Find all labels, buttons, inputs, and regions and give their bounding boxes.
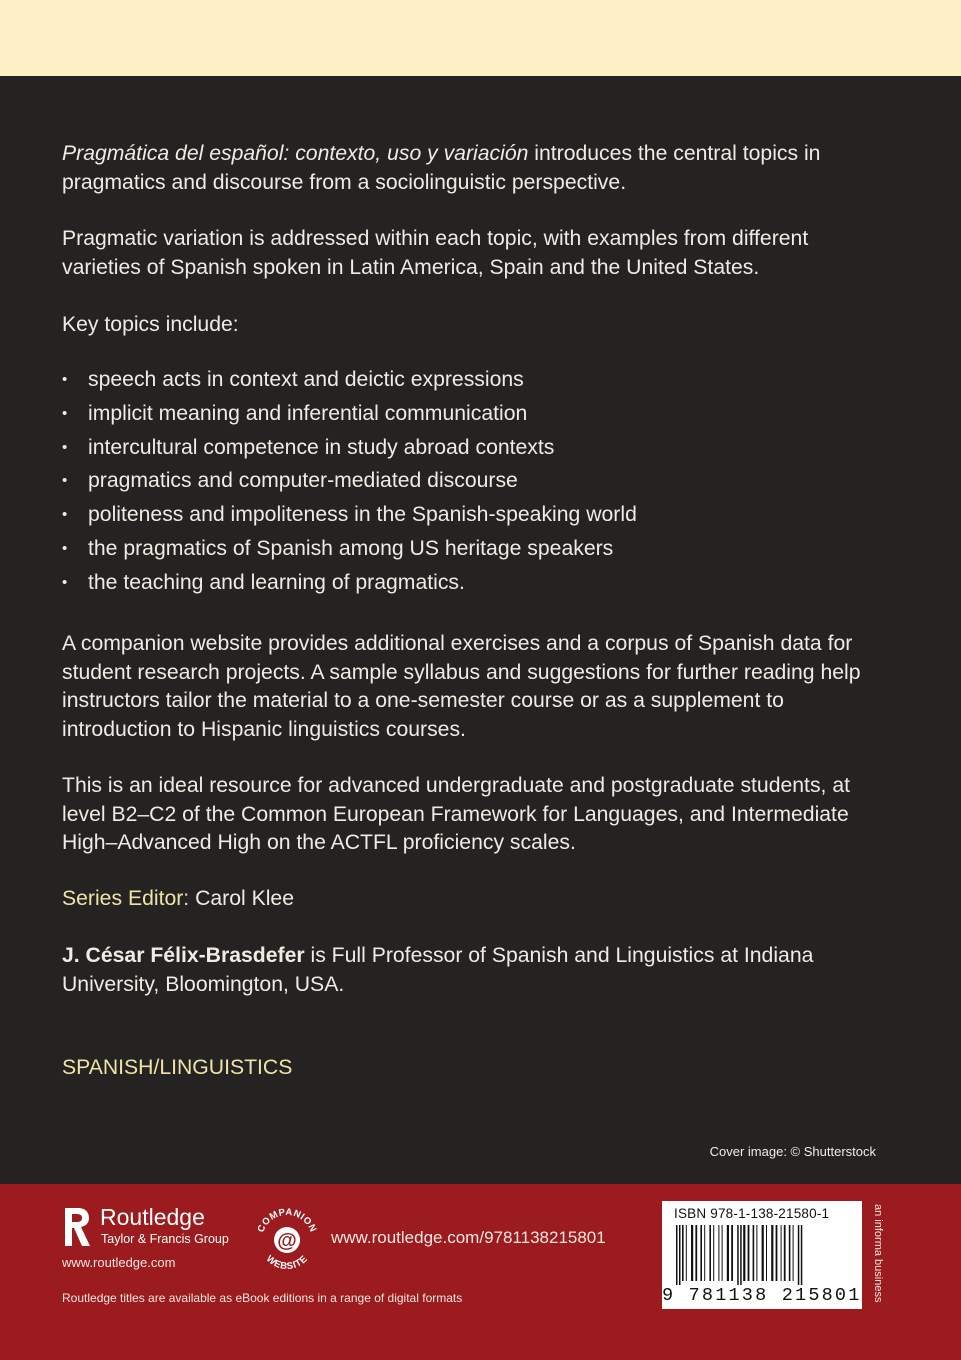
barcode-bar [740,1225,742,1285]
barcode-bar [682,1225,684,1281]
barcode-bar [793,1225,794,1281]
barcode-bar [700,1225,702,1281]
companion-website-badge-icon [252,1204,322,1274]
list-item: • intercultural competence in study abroad contexts [62,434,882,468]
barcode-bar [771,1225,773,1281]
barcode-bar [709,1225,711,1281]
author-bio [62,942,882,999]
barcode-bar [748,1225,750,1281]
list-item: • the teaching and learning of pragmatics. [62,569,882,603]
bullet-icon: • [62,472,68,490]
cover-image-credit: Cover image: © Shutterstock [709,1144,876,1159]
key-topics-heading: Key topics include: [62,313,239,336]
barcode-bar [781,1225,782,1281]
barcode-bar [713,1225,714,1281]
svg-text:WEBSITE [264,1253,310,1272]
barcode-bar [766,1225,767,1281]
informa-business-tag: an informa business [872,1204,884,1303]
intro-paragraph [62,140,882,197]
barcode-bar [679,1225,681,1285]
author-name: J. César Félix-Brasdefer [62,944,305,967]
barcode-bar [691,1225,693,1281]
barcode-bar [718,1225,719,1281]
barcode-bar [704,1225,705,1281]
barcode-bar [676,1225,678,1285]
bullet-icon: • [62,438,68,456]
isbn-label: ISBN 978-1-138-21580-1 [674,1206,830,1221]
barcode-bar [737,1225,739,1285]
publisher-group: Taylor & Francis Group [101,1232,229,1246]
series-editor-label: Series Editor: [62,887,190,910]
list-item: • the pragmatics of Spanish among US heritage speakers [62,535,882,569]
list-item: • speech acts in context and deictic expressions [62,366,882,400]
barcode-bar [743,1225,745,1281]
barcode-bar [686,1225,687,1281]
logo-side-text: ROUTLEDGE [66,1245,85,1249]
key-topics-list [62,366,882,603]
barcode-bars [668,1225,856,1285]
bullet-icon: • [62,573,68,591]
list-item: • politeness and impoliteness in the Spanish-speaking world [62,501,882,535]
barcode-bar [722,1225,723,1281]
list-item: • implicit meaning and inferential communication [62,400,882,434]
companion-paragraph: A companion website provides additional exercises and a corpus of Spanish data for student research projects. A sample syllabus and suggestions for further reading help instructors tailor the material to a one-semester course or as a supplement to introduction to Hispanic linguistics courses. [62,632,861,741]
barcode-bar [801,1225,803,1285]
author-bio-text: is Full Professor of Spanish and Linguistics at Indiana University, Bloomington, USA. [62,944,814,996]
publisher-footer [0,1184,961,1360]
intro-text: introduces the central topics in pragmatics and discourse from a sociolinguistic perspective. [62,142,821,194]
bullet-icon: • [62,539,68,557]
barcode-bar [731,1225,733,1281]
barcode-bar [753,1225,755,1281]
ebook-note: Routledge titles are available as eBook editions in a range of digital formats [62,1291,463,1305]
barcode-bar [727,1225,729,1281]
barcode-digits: 9 781138 215801 [662,1285,862,1306]
barcode-bar [784,1225,786,1281]
series-editor-name: Carol Klee [189,887,294,910]
bullet-icon: • [62,371,68,388]
top-cream-band [0,0,961,76]
bullet-icon: • [62,404,68,422]
subject-category: SPANISH/LINGUISTICS [62,1056,293,1079]
barcode-bar [789,1225,791,1281]
barcode-bar [695,1225,697,1281]
book-title: Pragmática del español: contexto, uso y variación [62,142,529,165]
series-editor [62,885,294,914]
badge-bottom-text: WEBSITE [263,1253,311,1273]
companion-website-url[interactable]: www.routledge.com/9781138215801 [331,1228,606,1247]
barcode-bar [776,1225,778,1281]
publisher-url[interactable]: www.routledge.com [62,1255,176,1270]
audience-paragraph: This is an ideal resource for advanced undergraduate and postgraduate students, at level B2–C2 of the Common European Framework for Languages, and Intermediate High–Advanced High on the ACTFL proficiency scales. [62,774,850,854]
barcode-bar [798,1225,800,1285]
badge-top-text: COMPANION [255,1206,319,1235]
badge-at-symbol: @ [277,1230,297,1252]
barcode-bar [756,1225,757,1281]
routledge-logo-icon [62,1204,92,1250]
publisher-name: Routledge [100,1204,205,1230]
list-item: • pragmatics and computer-mediated discourse [62,467,882,501]
isbn-barcode [662,1201,862,1309]
variation-paragraph: Pragmatic variation is addressed within each topic, with examples from different varieties of Spanish spoken in Latin America, Spain and the United States. [62,227,809,279]
barcode-bar [762,1225,764,1281]
bullet-icon: • [62,506,68,524]
